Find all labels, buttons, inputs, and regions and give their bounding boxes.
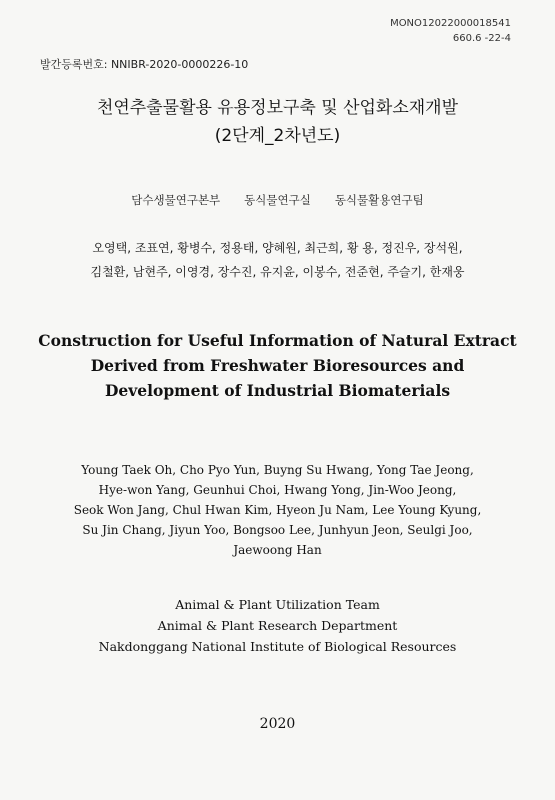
english-title [0, 328, 555, 403]
korean-department-1: 담수생물연구본부 [131, 193, 221, 207]
english-authors-line-4: Su Jin Chang, Jiyun Yoo, Bongsoo Lee, Junhyun Jeon, Seulgi Joo, [82, 523, 473, 537]
organization-team: Animal & Plant Utilization Team [175, 597, 380, 612]
english-authors-line-1: Young Taek Oh, Cho Pyo Yun, Buyng Su Hwang, Yong Tae Jeong, [81, 463, 474, 477]
catalog-code: MONO12022000018541 [390, 18, 511, 29]
korean-authors [0, 236, 555, 284]
korean-title [0, 94, 555, 150]
english-title-line-2: Derived from Freshwater Bioresources and [90, 356, 465, 375]
korean-authors-line-1: 오영택, 조표연, 황병수, 정용태, 양혜원, 최근희, 황 용, 정진우, 장석원, [92, 241, 463, 255]
english-authors-line-3: Seok Won Jang, Chul Hwan Kim, Hyeon Ju Nam, Lee Young Kyung, [73, 503, 482, 517]
registration-number: 발간등록번호: NNIBR-2020-0000226-10 [40, 58, 249, 71]
english-title-line-3: Development of Industrial Biomaterials [104, 381, 451, 400]
english-authors [0, 460, 555, 560]
korean-authors-line-2: 김철환, 남현주, 이영경, 장수진, 유지윤, 이봉수, 전준현, 주슬기, 한재웅 [90, 265, 465, 279]
publication-year: 2020 [259, 716, 296, 732]
english-authors-line-5: Jaewoong Han [233, 543, 322, 557]
korean-departments [0, 192, 555, 208]
korean-department-3: 동식물활용연구팀 [334, 193, 424, 207]
korean-title-line-2: (2단계_2차년도) [214, 126, 341, 146]
english-authors-line-2: Hye-won Yang, Geunhui Choi, Hwang Yong, Jin-Woo Jeong, [98, 483, 457, 497]
korean-title-line-1: 천연추출물활용 유용정보구축 및 산업화소재개발 [96, 98, 459, 118]
english-title-line-1: Construction for Useful Information of Natural Extract [38, 331, 517, 350]
organization-institute: Nakdonggang National Institute of Biological Resources [98, 639, 457, 654]
organization-department: Animal & Plant Research Department [157, 618, 398, 633]
organization [0, 594, 555, 657]
korean-department-2: 동식물연구실 [244, 193, 311, 207]
call-number: 660.6 -22-4 [452, 33, 511, 44]
catalog-stamp [390, 16, 511, 46]
